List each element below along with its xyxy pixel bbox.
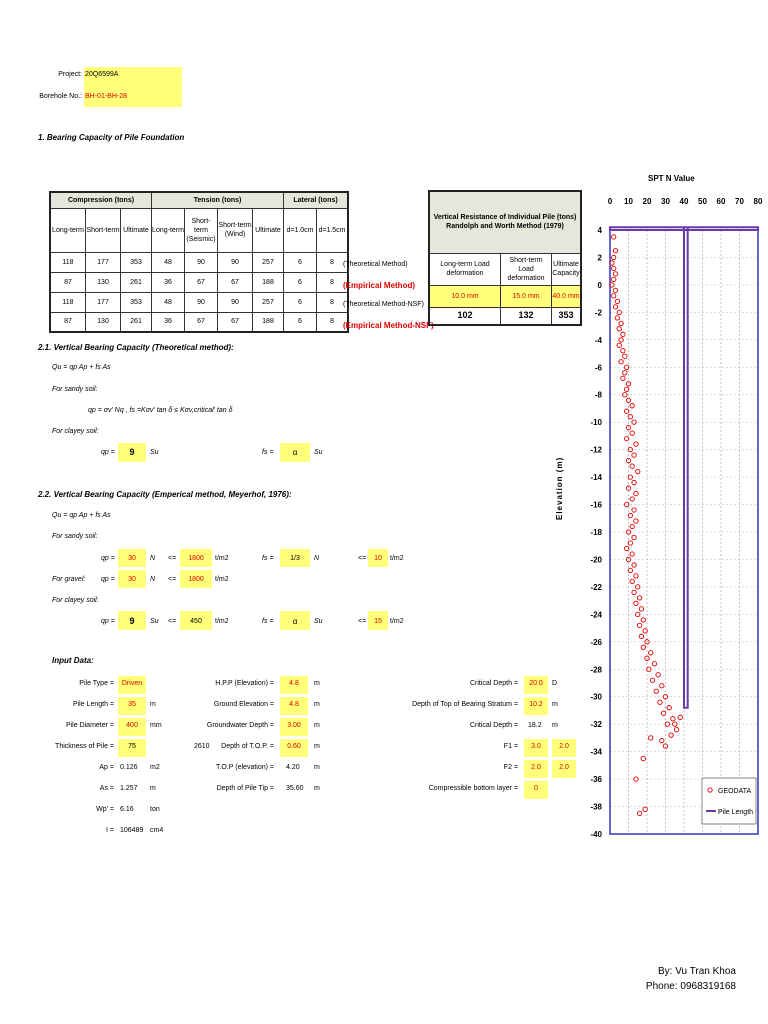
table-cell: 36 <box>152 312 185 332</box>
qp-label: qp = <box>101 449 115 456</box>
input-unit: m <box>314 722 320 729</box>
randolph-table <box>428 190 582 326</box>
project-label: Project: <box>58 71 82 78</box>
geodata-point <box>661 711 665 715</box>
fs-value[interactable]: α <box>292 617 298 626</box>
qp-value[interactable]: 9 <box>129 616 135 626</box>
le-label: <= <box>168 576 177 583</box>
geodata-point <box>613 305 617 309</box>
input-unit: m2 <box>150 764 160 771</box>
table-cell: 177 <box>86 252 121 272</box>
geodata-point <box>652 662 656 666</box>
geodata-point <box>615 316 619 320</box>
input-label: T.O.P (elevation) = <box>215 764 274 771</box>
table-cell: 118 <box>50 292 86 312</box>
input-unit: m <box>552 701 558 708</box>
row-label-theoretical-nsf: (Theoretical Method-NSF) <box>343 301 424 308</box>
y-tick-label: 0 <box>597 280 602 290</box>
input-label: Wp' = <box>96 806 114 813</box>
y-tick-label: -12 <box>590 445 602 455</box>
input-unit: m <box>150 701 156 708</box>
table-cell: 67 <box>218 272 253 292</box>
row-label-empirical-nsf: (Empirical Method-NSF) <box>343 321 434 330</box>
input-value[interactable]: 20.0 <box>529 680 543 687</box>
geodata-point <box>637 596 641 600</box>
footer-phone: Phone: 0968319168 <box>645 981 736 992</box>
qp-unit: Su <box>150 449 159 456</box>
geodata-point <box>630 524 634 528</box>
randolph-title-line2: Randolph and Worth Method (1979) <box>446 223 564 231</box>
legend-geodata-label: GEODATA <box>718 788 752 795</box>
pile-length-line <box>610 227 758 707</box>
deformation-cell[interactable]: 10.0 mm <box>429 285 501 307</box>
col-header: Ultimate <box>121 208 152 252</box>
y-tick-label: -26 <box>590 637 602 647</box>
input-value[interactable]: 106489 <box>120 827 144 834</box>
table-cell: 130 <box>86 272 121 292</box>
y-tick-label: -6 <box>594 363 602 373</box>
y-tick-label: -10 <box>590 418 602 428</box>
geodata-point <box>628 541 632 545</box>
geodata-point <box>637 623 641 627</box>
input-value[interactable]: 3.00 <box>287 722 301 729</box>
qp-label: qp = <box>101 576 115 583</box>
input-unit: mm <box>150 722 162 729</box>
fsn-label: Su <box>314 618 323 625</box>
geodata-point <box>619 360 623 364</box>
le-label: <= <box>358 618 367 625</box>
y-tick-label: -20 <box>590 555 602 565</box>
n-label: N <box>150 576 156 583</box>
geodata-point <box>612 294 616 298</box>
randolph-title-line1: Vertical Resistance of Individual Pile (tons) <box>433 214 577 222</box>
geodata-point <box>639 607 643 611</box>
geodata-point <box>649 651 653 655</box>
table-cell: 257 <box>253 292 284 312</box>
y-tick-label: -22 <box>590 582 602 592</box>
fs-label: fs = <box>262 449 274 456</box>
chart-ylabel: Elevation (m) <box>555 456 564 520</box>
x-tick-label: 60 <box>716 197 726 206</box>
geodata-point <box>630 404 634 408</box>
geodata-point <box>643 807 647 811</box>
le-label: <= <box>168 555 177 562</box>
geodata-point <box>632 453 636 457</box>
table-row <box>429 307 581 325</box>
table-cell: 87 <box>50 312 86 332</box>
geodata-point <box>619 321 623 325</box>
table-cell: 8 <box>317 312 349 332</box>
input-value[interactable]: 0.126 <box>120 764 138 771</box>
table-cell: 132 <box>501 307 552 325</box>
input-label: Critical Depth = <box>469 680 518 687</box>
geodata-point <box>617 343 621 347</box>
input-value[interactable]: 4.20 <box>286 764 300 771</box>
geodata-point <box>632 563 636 567</box>
borehole-value[interactable]: BH-01-BH-28 <box>85 93 128 100</box>
n-label: N <box>150 555 156 562</box>
table-cell: 261 <box>121 272 152 292</box>
geodata-point <box>630 431 634 435</box>
project-value[interactable]: 20Q6599A <box>85 71 119 78</box>
y-tick-label: -40 <box>590 830 602 839</box>
table-cell: 177 <box>86 292 121 312</box>
input-label: Thickness of Pile = <box>55 743 114 750</box>
geodata-point <box>634 491 638 495</box>
group-compression: Compression (tons) <box>50 192 152 208</box>
input-label: Compressible bottom layer = <box>428 785 518 792</box>
geodata-point <box>660 684 664 688</box>
table-cell: 67 <box>185 312 218 332</box>
col-header: Long-term Load deformation <box>429 253 501 285</box>
section-22-title: 2.2. Vertical Bearing Capacity (Emperical method, Meyerhof, 1976): <box>38 490 292 499</box>
legend-box <box>702 778 756 824</box>
geodata-point <box>630 464 634 468</box>
y-tick-label: -4 <box>594 335 602 345</box>
x-tick-label: 20 <box>642 197 652 206</box>
input-extra: 2610 <box>194 743 210 750</box>
input-label: Ground Elevation = <box>213 701 274 708</box>
limit-value[interactable]: 450 <box>190 618 202 625</box>
geodata-point <box>632 480 636 484</box>
le-label: <= <box>168 618 177 625</box>
input-value[interactable]: 2.0 <box>531 764 541 771</box>
sandy-label-2: For sandy soil: <box>52 533 98 540</box>
input-value[interactable]: 0 <box>534 785 538 792</box>
col-header: Ultimate Capacity <box>552 253 582 285</box>
row-label-theoretical: (Theoretical Method) <box>343 261 408 268</box>
x-tick-label: 40 <box>679 197 689 206</box>
table-cell: 257 <box>253 252 284 272</box>
geodata-point <box>678 715 682 719</box>
input-unit: m <box>314 680 320 687</box>
y-tick-label: -16 <box>590 500 602 510</box>
randolph-title <box>429 191 581 253</box>
geodata-point <box>650 678 654 682</box>
y-tick-label: -36 <box>590 775 602 785</box>
x-tick-label: 50 <box>698 197 707 206</box>
table-cell: 87 <box>50 272 86 292</box>
geodata-point <box>613 288 617 292</box>
geodata-point <box>624 409 628 413</box>
geodata-point <box>634 442 638 446</box>
col-header: d=1.0cm <box>284 208 317 252</box>
table-cell: 48 <box>152 292 185 312</box>
table-cell: 90 <box>185 252 218 272</box>
limit-value[interactable]: 10 <box>374 555 382 562</box>
clayey-label-2: For clayey soil: <box>52 597 99 604</box>
section-1-title: 1. Bearing Capacity of Pile Foundation <box>38 133 185 142</box>
table-cell: 6 <box>284 292 317 312</box>
geodata-point <box>612 266 616 270</box>
group-lateral: Lateral (tons) <box>284 192 349 208</box>
geodata-point <box>621 376 625 380</box>
input-value[interactable]: 35 <box>128 701 136 708</box>
geodata-point <box>612 277 616 281</box>
input-value[interactable]: 10.2 <box>529 701 543 708</box>
input-value[interactable]: 0.60 <box>287 743 301 750</box>
input-value[interactable]: 1.257 <box>120 785 138 792</box>
qp-label: qp = <box>101 555 115 562</box>
geodata-point <box>637 811 641 815</box>
geodata-point <box>628 513 632 517</box>
unit-label: t/m2 <box>390 618 404 625</box>
chart-title: SPT N Value <box>648 174 695 183</box>
input-label: H.P.P (Elevation) = <box>215 680 274 687</box>
geodata-point <box>654 689 658 693</box>
n-label: Su <box>150 618 159 625</box>
input-unit: m <box>150 785 156 792</box>
geodata-point <box>624 546 628 550</box>
borehole-label: Borehole No.: <box>39 93 82 100</box>
row-label-empirical: (Empirical Method) <box>343 281 416 290</box>
geodata-point <box>621 349 625 353</box>
x-tick-label: 70 <box>735 197 744 206</box>
table-row <box>50 252 348 272</box>
input-label: Depth of Pile Tip = <box>216 785 274 792</box>
sandy-formula: qp = σv' Nq , fs =Kσv' tan δ ≤ Kσv,critical' tan δ <box>88 407 233 414</box>
fs-label: fs = <box>262 555 274 562</box>
geodata-point <box>643 629 647 633</box>
x-tick-label: 80 <box>753 197 763 206</box>
geodata-point <box>617 327 621 331</box>
col-header: Ultimate <box>253 208 284 252</box>
table-cell: 118 <box>50 252 86 272</box>
input-value[interactable]: 75 <box>128 743 136 750</box>
qp-value[interactable]: 30 <box>128 555 136 562</box>
le-label: <= <box>358 555 367 562</box>
table-cell: 90 <box>218 292 253 312</box>
geodata-point <box>634 519 638 523</box>
geodata-point <box>671 716 675 720</box>
formula-qu-2: Qu = qp Ap + fs As <box>52 512 111 519</box>
input-value-2[interactable]: 2.0 <box>559 764 569 771</box>
table-cell: 353 <box>552 307 582 325</box>
geodata-point <box>641 645 645 649</box>
x-tick-label: 0 <box>607 197 613 206</box>
input-value[interactable]: 35.60 <box>286 785 304 792</box>
input-value-2[interactable]: 2.0 <box>559 743 569 750</box>
table-cell: 67 <box>218 312 253 332</box>
col-header: Short-term (Seismic) <box>185 208 218 252</box>
table-row <box>429 285 581 307</box>
sandy-label: For sandy soil: <box>52 386 98 393</box>
table-row <box>50 292 348 312</box>
y-tick-label: -8 <box>594 390 602 400</box>
table-cell: 90 <box>185 292 218 312</box>
geodata-point <box>630 579 634 583</box>
input-label: Depth of Top of Bearing Stratum = <box>412 701 518 708</box>
table-cell: 36 <box>152 272 185 292</box>
input-label: Pile Type = <box>79 680 114 687</box>
clayey-label: For clayey soil: <box>52 428 99 435</box>
deformation-cell[interactable]: 15.0 mm <box>501 285 552 307</box>
input-unit: m <box>314 785 320 792</box>
y-tick-label: -32 <box>590 720 602 730</box>
table-cell: 8 <box>317 252 349 272</box>
table-cell: 188 <box>253 272 284 292</box>
table-cell: 353 <box>121 252 152 272</box>
legend-pile-label: Pile Length <box>718 809 754 816</box>
input-label: As = <box>99 785 114 792</box>
unit-label: t/m2 <box>215 555 229 562</box>
input-unit: cm4 <box>150 827 164 834</box>
input-label: F1 = <box>503 743 518 750</box>
input-value[interactable]: 4.8 <box>289 680 299 687</box>
input-unit: m <box>314 701 320 708</box>
col-header: d=1.5cm <box>317 208 349 252</box>
input-value[interactable]: 400 <box>126 722 138 729</box>
input-label: Groundwater Depth = <box>206 722 274 729</box>
geodata-point <box>628 568 632 572</box>
y-tick-label: 2 <box>597 253 602 263</box>
input-label: Ap = <box>99 764 114 771</box>
table-cell: 6 <box>284 252 317 272</box>
y-tick-label: -24 <box>590 610 602 620</box>
geodata-point <box>623 354 627 358</box>
col-header: Long-term <box>152 208 185 252</box>
spt-chart <box>568 186 768 846</box>
table-cell: 6 <box>284 272 317 292</box>
geodata-point <box>632 508 636 512</box>
input-label: Critical Depth = <box>469 722 518 729</box>
fs-value[interactable]: α <box>292 448 298 457</box>
bearing-capacity-table <box>49 191 349 333</box>
geodata-point <box>624 387 628 391</box>
col-header: Short-term Load deformation <box>501 253 552 285</box>
y-tick-label: 4 <box>597 226 602 235</box>
x-tick-label: 30 <box>661 197 670 206</box>
y-tick-label: -28 <box>590 665 602 675</box>
qp-label: qp = <box>101 618 115 625</box>
geodata-point <box>674 727 678 731</box>
geodata-point <box>632 590 636 594</box>
group-tension: Tension (tons) <box>152 192 284 208</box>
table-cell: 8 <box>317 292 349 312</box>
y-tick-label: -34 <box>590 747 602 757</box>
unit-label: t/m2 <box>390 555 404 562</box>
table-row <box>50 272 348 292</box>
table-cell: 8 <box>317 272 349 292</box>
table-cell: 102 <box>429 307 501 325</box>
input-value[interactable]: 4.8 <box>289 701 299 708</box>
fs-label: fs = <box>262 618 274 625</box>
footer-by: By: Vu Tran Khoa <box>657 966 736 977</box>
input-value[interactable]: Driven <box>121 680 143 687</box>
gravel-label: For gravel: <box>52 576 86 583</box>
geodata-point <box>641 756 645 760</box>
table-cell: 67 <box>185 272 218 292</box>
table-cell: 188 <box>253 312 284 332</box>
geodata-point <box>624 436 628 440</box>
table-cell: 48 <box>152 252 185 272</box>
y-tick-label: -2 <box>594 308 602 318</box>
geodata-point <box>667 706 671 710</box>
formula-qu: Qu = qp Ap + fs As <box>52 364 111 371</box>
geodata-point <box>628 414 632 418</box>
input-value[interactable]: 18.2 <box>528 722 542 729</box>
col-header: Short-term (Wind) <box>218 208 253 252</box>
limit-value[interactable]: 1800 <box>188 555 204 562</box>
fs-value[interactable]: 1/3 <box>290 555 300 562</box>
input-unit: D <box>552 680 558 687</box>
col-header: Long-term <box>50 208 86 252</box>
table-cell: 261 <box>121 312 152 332</box>
input-unit: m <box>552 722 558 729</box>
input-label: F2 = <box>503 764 518 771</box>
geodata-point <box>621 332 625 336</box>
qp-value[interactable]: 30 <box>128 576 136 583</box>
y-tick-label: -30 <box>590 692 602 702</box>
limit-value[interactable]: 15 <box>374 618 382 625</box>
table-cell: 130 <box>86 312 121 332</box>
unit-label: t/m2 <box>215 618 229 625</box>
geodata-point <box>639 634 643 638</box>
input-label: I = <box>106 827 114 834</box>
geodata-point <box>632 535 636 539</box>
geodata-point <box>612 235 616 239</box>
y-tick-label: -18 <box>590 528 602 537</box>
y-tick-label: -14 <box>590 473 602 483</box>
table-row <box>50 312 348 332</box>
limit-value[interactable]: 1800 <box>188 576 204 583</box>
input-value[interactable]: 3.0 <box>531 743 541 750</box>
unit-label: t/m2 <box>215 576 229 583</box>
input-label: Pile Length = <box>72 701 114 708</box>
table-cell: 6 <box>284 312 317 332</box>
input-data-title: Input Data: <box>52 656 94 665</box>
geodata-point <box>669 733 673 737</box>
geodata-point <box>623 371 627 375</box>
fs-unit: Su <box>314 449 323 456</box>
col-header: Short-term <box>86 208 121 252</box>
geodata-point <box>630 497 634 501</box>
fsn-label: N <box>314 555 320 562</box>
geodata-point <box>660 738 664 742</box>
section-21-title: 2.1. Vertical Bearing Capacity (Theoretical method): <box>38 343 234 352</box>
geodata-point <box>613 248 617 252</box>
input-value[interactable]: 6.16 <box>120 806 134 813</box>
input-label: Depth of T.O.P. = <box>221 743 274 750</box>
geodata-point <box>656 673 660 677</box>
input-label: Pile Diameter = <box>65 722 114 729</box>
deformation-cell[interactable]: 40.0 mm <box>552 285 582 307</box>
geodata-point <box>634 601 638 605</box>
geodata-point <box>658 700 662 704</box>
geodata-point <box>641 618 645 622</box>
y-tick-label: -38 <box>590 802 602 812</box>
geodata-point <box>615 299 619 303</box>
geodata-point <box>613 272 617 276</box>
geodata-point <box>634 574 638 578</box>
table-cell: 353 <box>121 292 152 312</box>
geodata-point <box>630 552 634 556</box>
x-tick-label: 10 <box>624 197 633 206</box>
geodata-point <box>636 469 640 473</box>
table-cell: 90 <box>218 252 253 272</box>
input-unit: ton <box>150 806 160 813</box>
geodata-point <box>649 736 653 740</box>
qp-value[interactable]: 9 <box>129 447 135 457</box>
input-unit: m <box>314 764 320 771</box>
input-unit: m <box>314 743 320 750</box>
